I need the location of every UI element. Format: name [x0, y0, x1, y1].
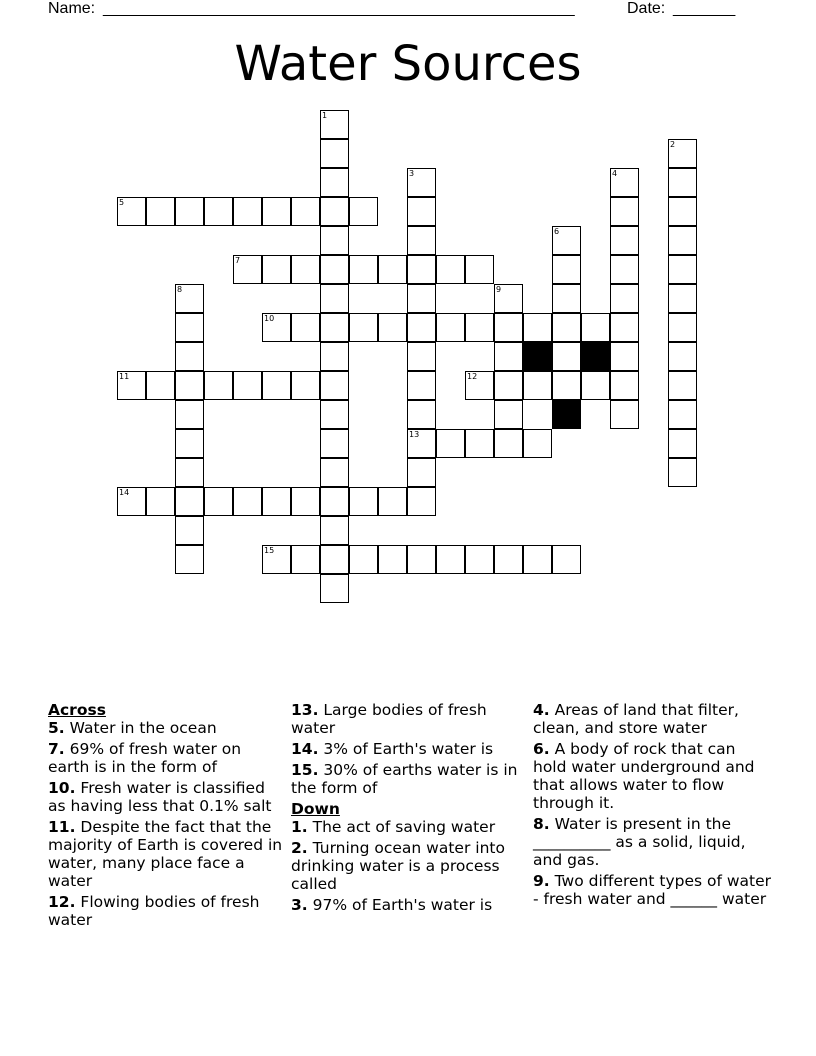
grid-cell[interactable]: [349, 487, 378, 516]
clue-column-3: [533, 701, 773, 911]
grid-cell[interactable]: [291, 371, 320, 400]
cell-number: 8: [177, 285, 183, 294]
grid-cell[interactable]: [465, 313, 494, 342]
grid-cell[interactable]: [668, 139, 697, 168]
cell-number: 11: [119, 372, 130, 381]
grid-cell[interactable]: [552, 371, 581, 400]
grid-cell[interactable]: [552, 226, 581, 255]
clue-item: [533, 740, 773, 812]
grid-cell[interactable]: [349, 197, 378, 226]
clue-item: [291, 761, 527, 797]
grid-cell[interactable]: [320, 429, 349, 458]
grid-cell[interactable]: [320, 516, 349, 545]
grid-cell[interactable]: [204, 487, 233, 516]
grid-cell[interactable]: [407, 458, 436, 487]
clue-text: Despite the fact that the majority of Earth is covered in water, many place face a water: [48, 818, 283, 890]
grid-cell[interactable]: [610, 371, 639, 400]
grid-cell[interactable]: [494, 313, 523, 342]
grid-cell[interactable]: [610, 284, 639, 313]
grid-cell[interactable]: [233, 487, 262, 516]
grid-cell[interactable]: [523, 313, 552, 342]
clue-number: 6.: [533, 740, 550, 758]
grid-cell[interactable]: [552, 255, 581, 284]
grid-cell[interactable]: [610, 226, 639, 255]
grid-cell[interactable]: [233, 371, 262, 400]
grid-cell[interactable]: [320, 197, 349, 226]
grid-cell[interactable]: [407, 487, 436, 516]
grid-cell[interactable]: [175, 516, 204, 545]
grid-cell[interactable]: [320, 110, 349, 139]
grid-cell[interactable]: [407, 400, 436, 429]
clue-number: 4.: [533, 701, 550, 719]
grid-cell[interactable]: [407, 429, 436, 458]
grid-cell[interactable]: [320, 400, 349, 429]
grid-block: [523, 342, 552, 371]
clue-item: [291, 701, 527, 737]
grid-cell[interactable]: [262, 487, 291, 516]
grid-cell[interactable]: [262, 197, 291, 226]
page-title: Water Sources: [234, 36, 582, 92]
grid-cell[interactable]: [552, 313, 581, 342]
grid-cell[interactable]: [233, 197, 262, 226]
down-clue-list-continued: [533, 701, 773, 908]
clue-text: Water in the ocean: [69, 719, 217, 737]
clue-text: 3% of Earth's water is: [323, 740, 494, 758]
grid-cell[interactable]: [523, 545, 552, 574]
grid-cell[interactable]: [436, 313, 465, 342]
cell-number: 10: [264, 314, 275, 323]
clue-number: 12.: [48, 893, 76, 911]
grid-cell[interactable]: [407, 371, 436, 400]
grid-cell[interactable]: [668, 255, 697, 284]
grid-cell[interactable]: [494, 284, 523, 313]
grid-cell[interactable]: [320, 168, 349, 197]
cell-number: 13: [409, 430, 420, 439]
clue-number: 1.: [291, 818, 308, 836]
grid-cell[interactable]: [175, 342, 204, 371]
grid-cell[interactable]: [291, 545, 320, 574]
grid-cell[interactable]: [175, 545, 204, 574]
grid-cell[interactable]: [262, 313, 291, 342]
grid-cell[interactable]: [610, 168, 639, 197]
date-blank[interactable]: _______: [673, 0, 736, 17]
grid-cell[interactable]: [552, 545, 581, 574]
grid-cell[interactable]: [378, 545, 407, 574]
grid-cell[interactable]: [320, 342, 349, 371]
grid-cell[interactable]: [291, 313, 320, 342]
down-clue-list: [291, 818, 527, 914]
grid-cell[interactable]: [320, 255, 349, 284]
grid-cell[interactable]: [175, 284, 204, 313]
down-heading: Down: [291, 800, 340, 818]
grid-cell[interactable]: [494, 429, 523, 458]
clue-text: The act of saving water: [312, 818, 496, 836]
grid-cell[interactable]: [291, 487, 320, 516]
clue-text: Large bodies of fresh water: [291, 701, 487, 737]
grid-cell[interactable]: [320, 545, 349, 574]
clue-item: [533, 815, 773, 869]
clue-number: 7.: [48, 740, 65, 758]
clue-number: 10.: [48, 779, 76, 797]
clue-number: 3.: [291, 896, 308, 914]
clue-text: Two different types of water - fresh water and ______ water: [533, 872, 772, 908]
grid-cell[interactable]: [320, 139, 349, 168]
grid-cell[interactable]: [523, 429, 552, 458]
clue-number: 13.: [291, 701, 319, 719]
clue-text: Fresh water is classified as having less that 0.1% salt: [48, 779, 272, 815]
grid-cell[interactable]: [175, 429, 204, 458]
across-clue-list: [48, 719, 284, 929]
grid-cell[interactable]: [668, 429, 697, 458]
grid-cell[interactable]: [175, 400, 204, 429]
grid-cell[interactable]: [407, 226, 436, 255]
grid-cell[interactable]: [146, 371, 175, 400]
grid-cell[interactable]: [146, 487, 175, 516]
grid-cell[interactable]: [349, 545, 378, 574]
date-label: Date:: [627, 0, 666, 17]
clue-item: [291, 818, 527, 836]
name-blank[interactable]: _____________________________________________________: [103, 0, 575, 17]
grid-block: [552, 400, 581, 429]
grid-cell[interactable]: [668, 197, 697, 226]
grid-cell[interactable]: [407, 197, 436, 226]
grid-cell[interactable]: [349, 255, 378, 284]
grid-cell[interactable]: [581, 371, 610, 400]
cell-number: 14: [119, 488, 130, 497]
grid-cell[interactable]: [668, 342, 697, 371]
grid-cell[interactable]: [494, 371, 523, 400]
grid-cell[interactable]: [668, 284, 697, 313]
clue-text: 97% of Earth's water is: [312, 896, 493, 914]
grid-cell[interactable]: [407, 168, 436, 197]
grid-cell[interactable]: [407, 313, 436, 342]
grid-cell[interactable]: [465, 371, 494, 400]
grid-cell[interactable]: [378, 313, 407, 342]
grid-cell[interactable]: [610, 313, 639, 342]
grid-cell[interactable]: [117, 197, 146, 226]
clue-item: [48, 779, 284, 815]
grid-cell[interactable]: [610, 255, 639, 284]
grid-cell[interactable]: [320, 371, 349, 400]
grid-cell[interactable]: [668, 168, 697, 197]
grid-cell[interactable]: [320, 487, 349, 516]
name-label: Name:: [48, 0, 96, 17]
grid-cell[interactable]: [523, 371, 552, 400]
grid-cell[interactable]: [465, 255, 494, 284]
grid-cell[interactable]: [378, 487, 407, 516]
grid-cell[interactable]: [465, 545, 494, 574]
grid-cell[interactable]: [668, 313, 697, 342]
cell-number: 1: [322, 111, 328, 120]
grid-cell[interactable]: [610, 197, 639, 226]
cell-number: 7: [235, 256, 241, 265]
grid-cell[interactable]: [175, 313, 204, 342]
grid-cell[interactable]: [668, 458, 697, 487]
clue-number: 11.: [48, 818, 76, 836]
clue-text: Flowing bodies of fresh water: [48, 893, 260, 929]
clue-item: [291, 896, 527, 914]
grid-cell[interactable]: [320, 313, 349, 342]
grid-cell[interactable]: [378, 255, 407, 284]
grid-cell[interactable]: [175, 371, 204, 400]
grid-cell[interactable]: [262, 371, 291, 400]
grid-cell[interactable]: [610, 400, 639, 429]
clue-text: Water is present in the __________ as a solid, liquid, and gas.: [533, 815, 746, 869]
grid-cell[interactable]: [175, 197, 204, 226]
clue-text: 69% of fresh water on earth is in the form of: [48, 740, 242, 776]
grid-cell[interactable]: [436, 429, 465, 458]
clue-number: 9.: [533, 872, 550, 890]
cell-number: 5: [119, 198, 125, 207]
grid-cell[interactable]: [668, 226, 697, 255]
clue-item: [48, 818, 284, 890]
clue-number: 15.: [291, 761, 319, 779]
grid-cell[interactable]: [668, 371, 697, 400]
grid-cell[interactable]: [581, 313, 610, 342]
cell-number: 15: [264, 546, 275, 555]
grid-cell[interactable]: [175, 487, 204, 516]
clue-item: [48, 893, 284, 929]
grid-cell[interactable]: [407, 342, 436, 371]
clue-item: [48, 719, 284, 737]
grid-cell[interactable]: [494, 545, 523, 574]
grid-cell[interactable]: [494, 400, 523, 429]
cell-number: 6: [554, 227, 560, 236]
grid-cell[interactable]: [436, 545, 465, 574]
across-heading: Across: [48, 701, 106, 719]
grid-cell[interactable]: [204, 371, 233, 400]
grid-cell[interactable]: [465, 429, 494, 458]
grid-cell[interactable]: [552, 284, 581, 313]
grid-cell[interactable]: [204, 197, 233, 226]
grid-cell[interactable]: [175, 458, 204, 487]
clue-item: [533, 701, 773, 737]
grid-cell[interactable]: [262, 545, 291, 574]
cell-number: 9: [496, 285, 502, 294]
clue-text: Areas of land that filter, clean, and store water: [533, 701, 739, 737]
clue-number: 14.: [291, 740, 319, 758]
grid-cell[interactable]: [233, 255, 262, 284]
clue-number: 5.: [48, 719, 65, 737]
grid-cell[interactable]: [117, 371, 146, 400]
cell-number: 2: [670, 140, 676, 149]
grid-cell[interactable]: [262, 255, 291, 284]
clue-item: [48, 740, 284, 776]
cell-number: 4: [612, 169, 618, 178]
grid-cell[interactable]: [320, 574, 349, 603]
grid-cell[interactable]: [610, 342, 639, 371]
clue-number: 8.: [533, 815, 550, 833]
grid-cell[interactable]: [117, 487, 146, 516]
clue-text: A body of rock that can hold water underground and that allows water to flow through it.: [533, 740, 755, 812]
clue-number: 2.: [291, 839, 308, 857]
grid-cell[interactable]: [668, 400, 697, 429]
grid-cell[interactable]: [320, 226, 349, 255]
grid-cell[interactable]: [349, 313, 378, 342]
clue-column-1: [48, 701, 284, 932]
across-clue-list-continued: [291, 701, 527, 797]
grid-cell[interactable]: [407, 284, 436, 313]
grid-cell[interactable]: [291, 197, 320, 226]
clue-item: [533, 872, 773, 908]
grid-cell[interactable]: [407, 545, 436, 574]
grid-cell[interactable]: [146, 197, 175, 226]
grid-cell[interactable]: [291, 255, 320, 284]
clue-item: [291, 839, 527, 893]
grid-cell[interactable]: [407, 255, 436, 284]
grid-block: [581, 342, 610, 371]
clue-text: 30% of earths water is in the form of: [291, 761, 518, 797]
grid-cell[interactable]: [552, 342, 581, 371]
grid-cell[interactable]: [320, 284, 349, 313]
cell-number: 12: [467, 372, 478, 381]
clue-column-2: [291, 701, 527, 917]
grid-cell[interactable]: [320, 458, 349, 487]
grid-cell[interactable]: [494, 342, 523, 371]
clue-text: Turning ocean water into drinking water is a process called: [291, 839, 505, 893]
clue-item: [291, 740, 527, 758]
cell-number: 3: [409, 169, 415, 178]
grid-cell[interactable]: [436, 255, 465, 284]
